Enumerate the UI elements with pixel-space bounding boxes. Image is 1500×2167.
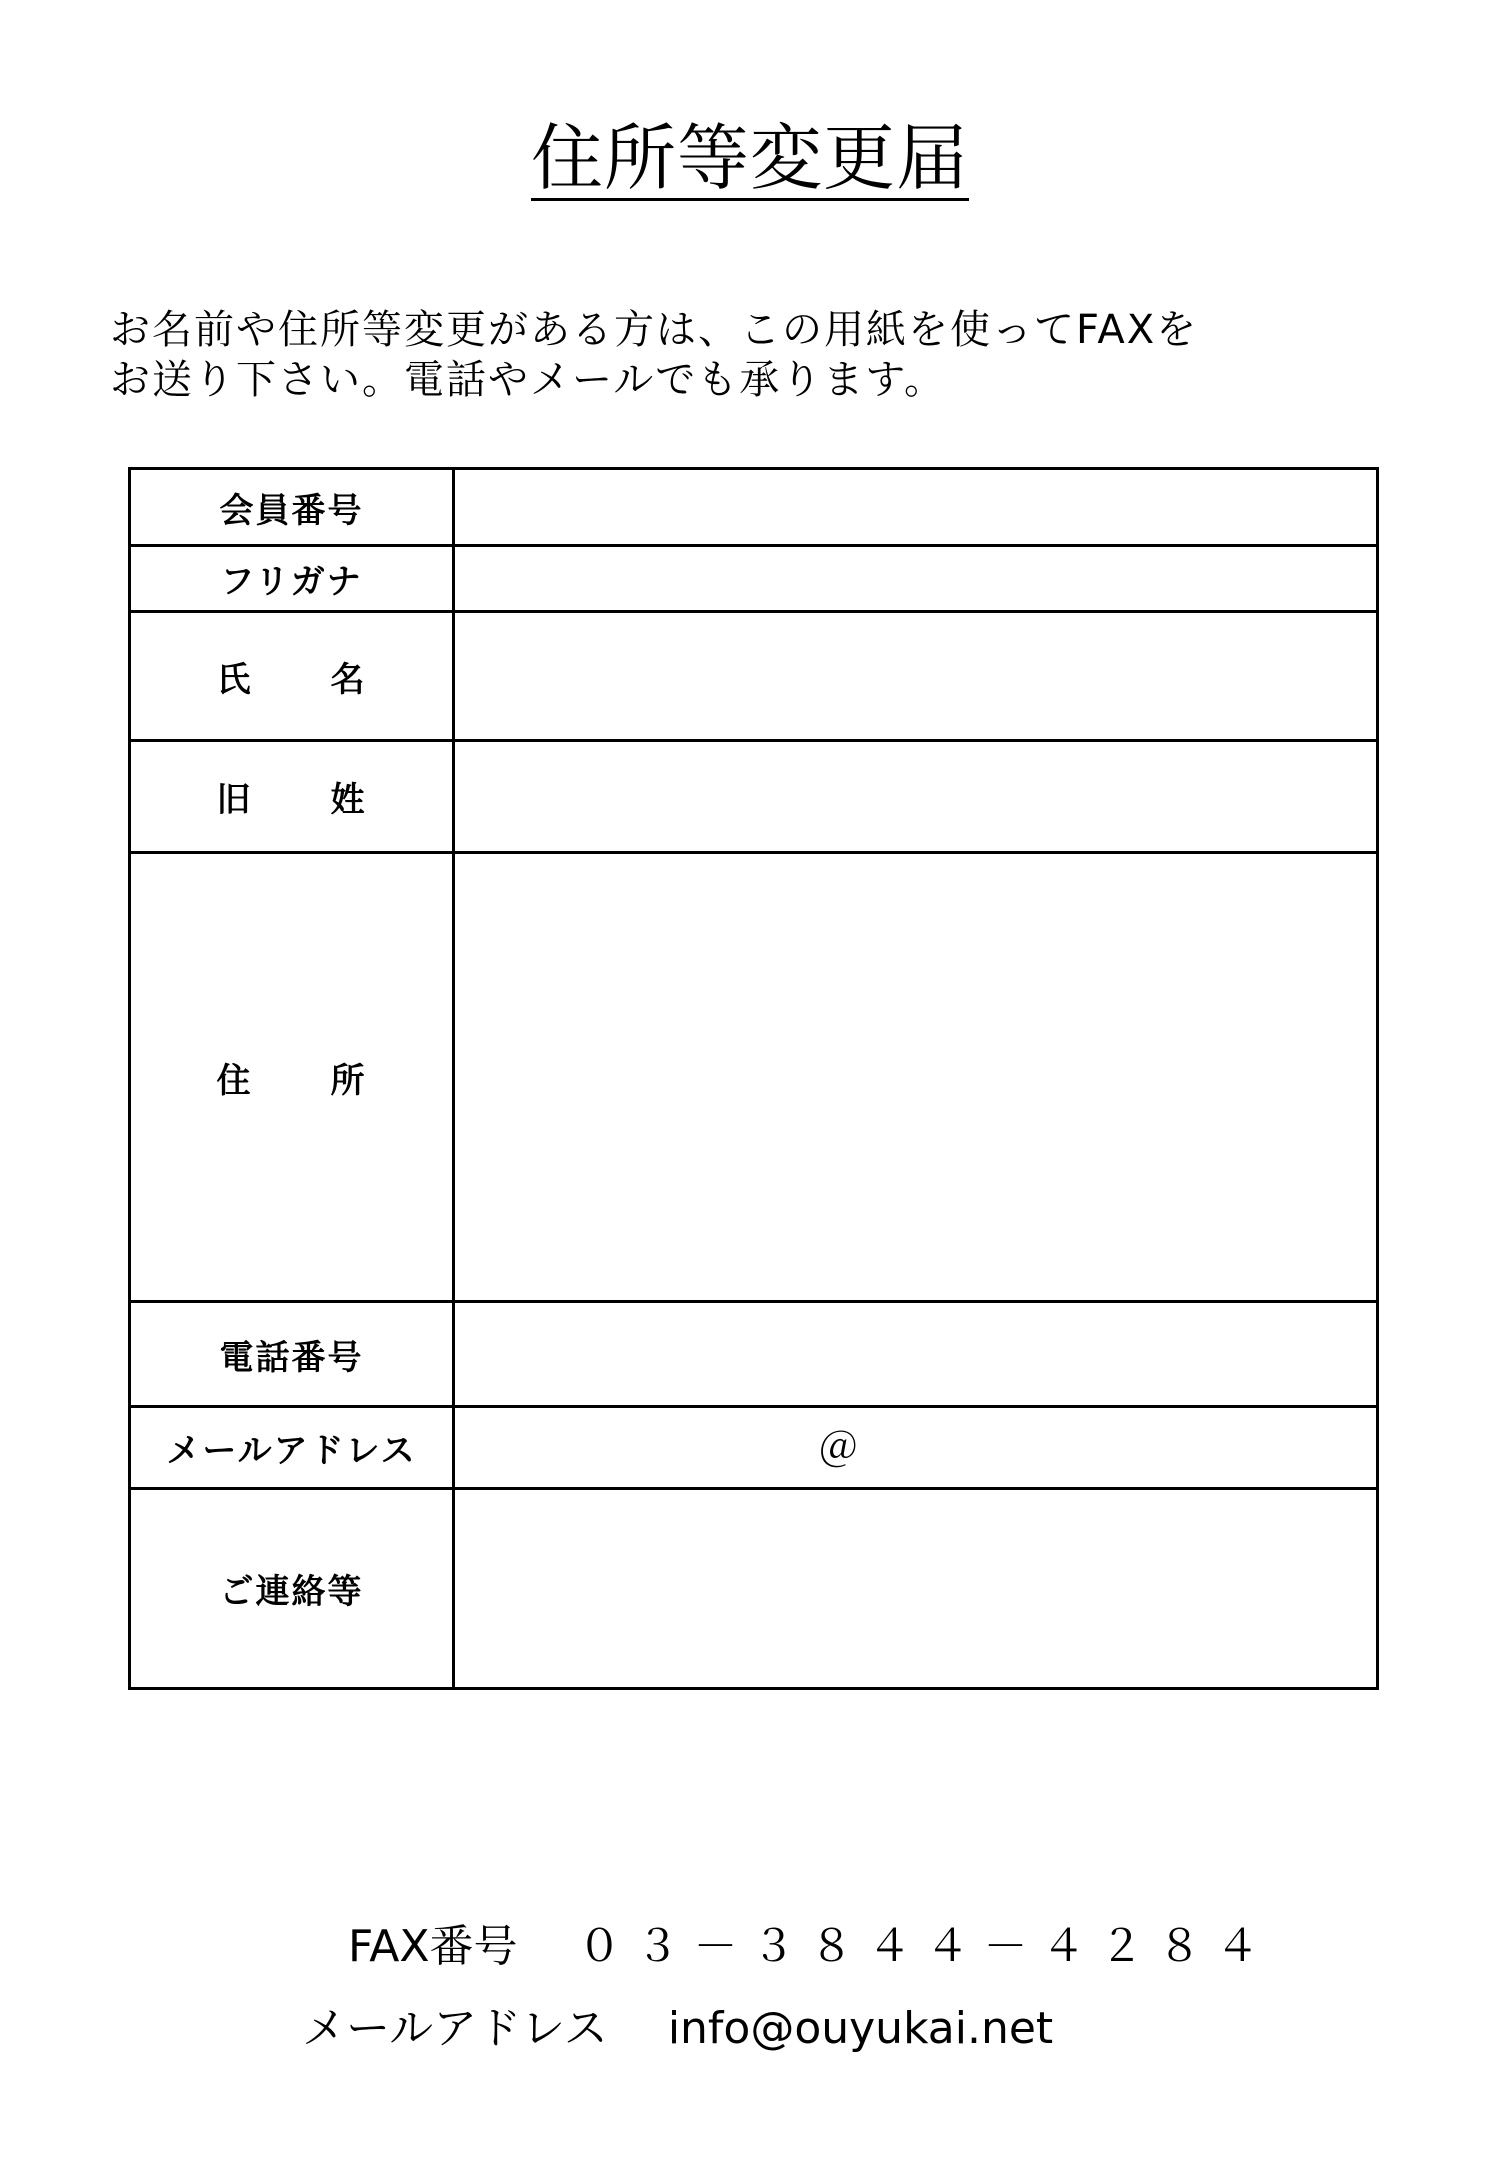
mail-address[interactable]: info@ouyukai.net	[667, 2003, 1054, 2054]
label-former-surname-char-1: 旧	[216, 780, 285, 820]
field-former-surname[interactable]	[454, 741, 1378, 853]
row-former-surname	[130, 741, 1378, 853]
row-phone	[130, 1302, 1378, 1407]
label-phone: 電話番号	[130, 1302, 454, 1407]
email-at-mark: ＠	[818, 1424, 858, 1471]
intro-line-2: お送り下さい。電話やメールでも承ります。	[110, 357, 946, 403]
label-name-char-1: 氏	[216, 659, 285, 700]
label-name-char-2: 名	[330, 659, 367, 700]
label-address-text	[217, 1053, 367, 1102]
label-name-text	[217, 652, 367, 701]
label-address	[130, 853, 454, 1302]
label-former-surname-text	[217, 772, 367, 821]
field-phone[interactable]	[454, 1302, 1378, 1407]
label-remarks: ご連絡等	[130, 1489, 454, 1689]
row-member-number	[130, 469, 1378, 546]
label-address-char-2: 所	[330, 1060, 367, 1101]
row-remarks	[130, 1489, 1378, 1689]
footer-fax	[348, 1910, 1500, 1974]
field-email[interactable]	[454, 1407, 1378, 1489]
label-name	[130, 612, 454, 741]
change-form-table	[128, 467, 1379, 1690]
field-furigana[interactable]	[454, 546, 1378, 612]
document-title	[0, 116, 1500, 201]
footer-mail	[302, 1992, 1500, 2056]
fax-label: FAX番号	[348, 1921, 518, 1972]
field-address[interactable]	[454, 853, 1378, 1302]
label-address-char-1: 住	[216, 1060, 285, 1101]
mail-label: メールアドレス	[302, 2003, 608, 2054]
intro-line-1: お名前や住所等変更がある方は、この用紙を使ってFAXを	[110, 307, 1199, 353]
document-title-text: 住所等変更届	[530, 116, 969, 200]
row-email	[130, 1407, 1378, 1489]
intro-text	[110, 305, 1390, 405]
field-name[interactable]	[454, 612, 1378, 741]
field-member-number[interactable]	[454, 469, 1378, 546]
row-address	[130, 853, 1378, 1302]
label-former-surname-char-2: 姓	[330, 780, 367, 820]
field-remarks[interactable]	[454, 1489, 1378, 1689]
label-furigana: フリガナ	[130, 546, 454, 612]
row-furigana	[130, 546, 1378, 612]
label-former-surname	[130, 741, 454, 853]
label-email: メールアドレス	[130, 1407, 454, 1489]
row-name	[130, 612, 1378, 741]
label-member-number: 会員番号	[130, 469, 454, 546]
fax-number: ０３－３８４４－４２８４	[577, 1921, 1274, 1972]
